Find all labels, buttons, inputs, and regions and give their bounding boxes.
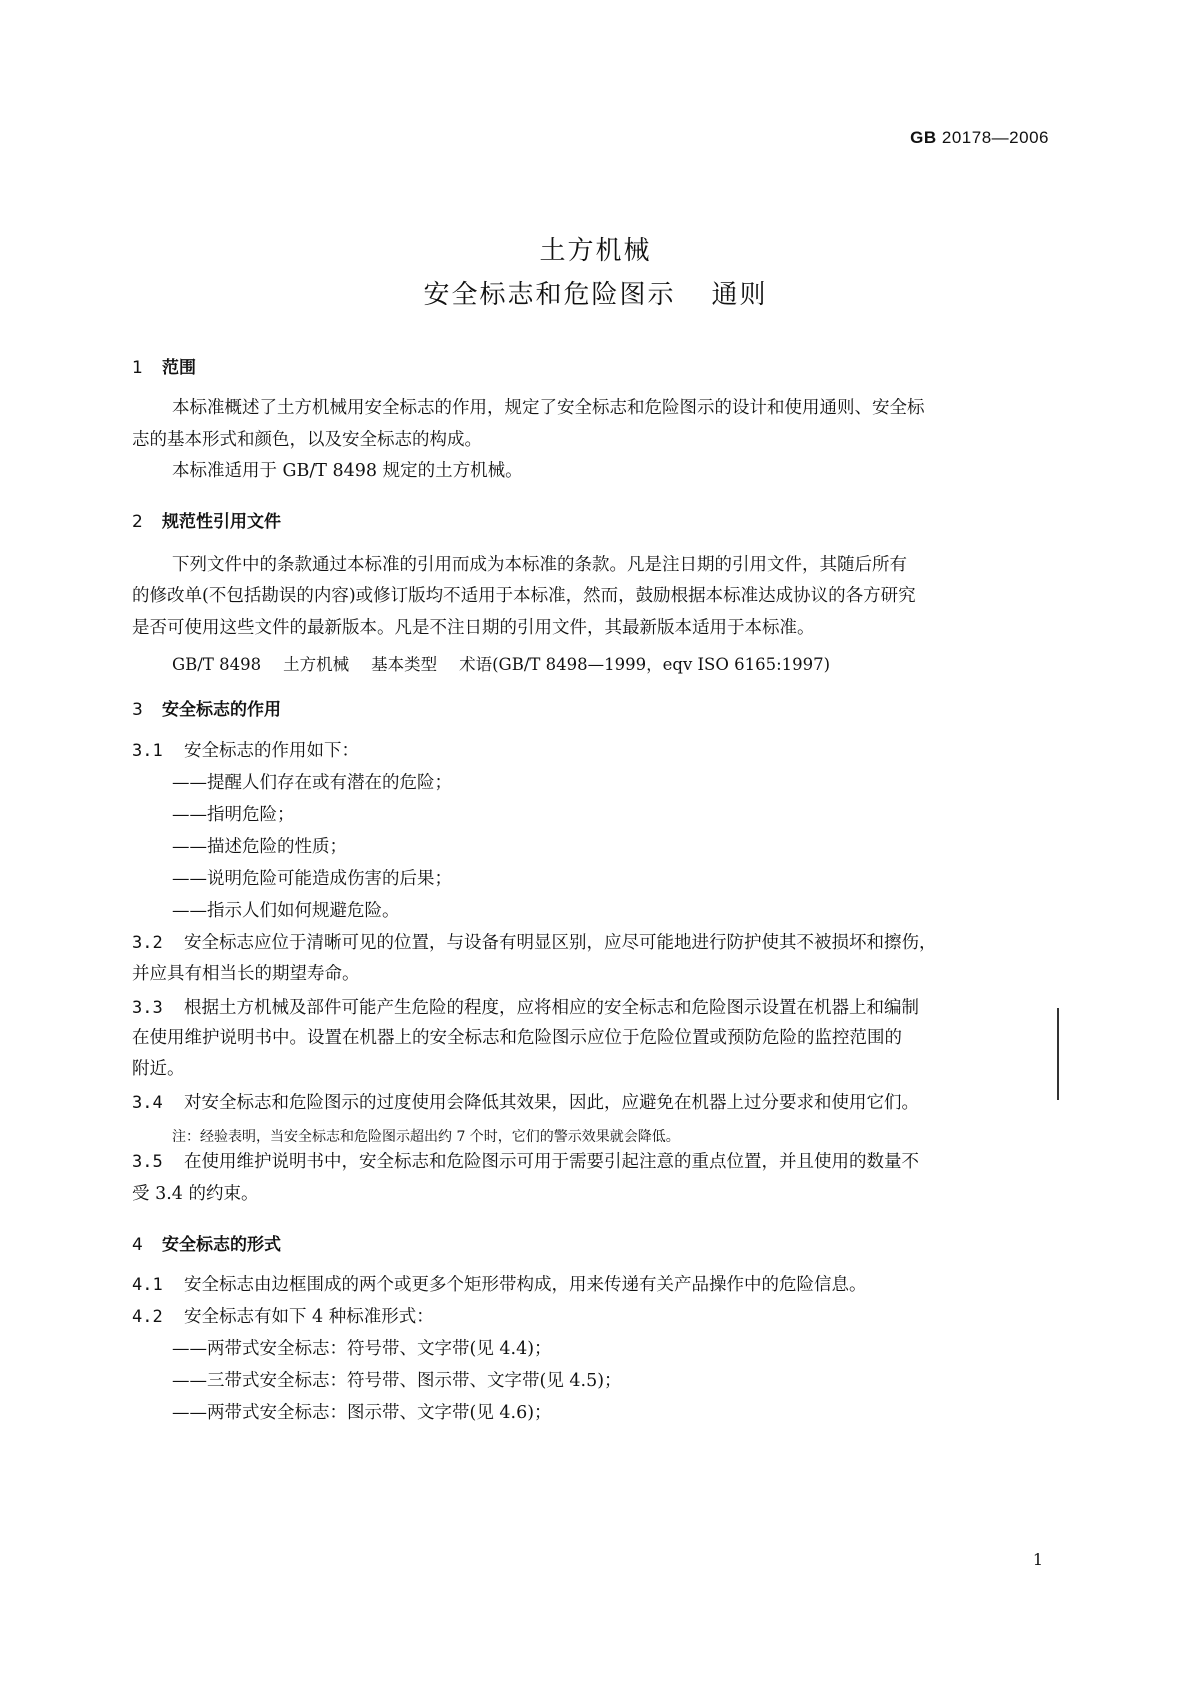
title-line-1: 土方机械 <box>539 236 652 266</box>
ref-title-2: 基本类型 <box>371 655 438 674</box>
section-4-heading <box>132 1230 281 1255</box>
section-number: 1 <box>132 358 143 378</box>
clause-number: 3.2 <box>132 933 163 953</box>
s2-para-line3: 是否可使用这些文件的最新版本。凡是不注日期的引用文件，其最新版本适用于本标准。 <box>132 618 815 638</box>
clause-text: 安全标志应位于清晰可见的位置，与设备有明显区别，应尽可能地进行防护使其不被损坏和擦伤， <box>184 933 937 953</box>
list-item: ——三带式安全标志：符号带、图示带、文字带(见 4.5)； <box>172 1371 622 1391</box>
list-item: ——说明危险可能造成伤害的后果； <box>172 869 452 889</box>
clause-text: 根据土方机械及部件可能产生危险的程度，应将相应的安全标志和危险图示设置在机器上和编制 <box>184 998 919 1018</box>
clause-text: 安全标志有如下 4 种标准形式： <box>184 1307 434 1327</box>
section-title: 安全标志的形式 <box>162 1235 281 1255</box>
section-2-heading <box>132 507 281 532</box>
s2-para-line2: 的修改单(不包括勘误的内容)或修订版均不适用于本标准，然而，鼓励根据本标准达成协议的各方研究 <box>132 586 916 606</box>
clause-text: 对安全标志和危险图示的过度使用会降低其效果，因此，应避免在机器上过分要求和使用它们。 <box>184 1093 919 1113</box>
list-item: ——指明危险； <box>172 805 295 825</box>
clause-number: 3.5 <box>132 1152 163 1172</box>
title-line-2-main: 安全标志和危险图示 <box>423 280 676 310</box>
list-item: ——两带式安全标志：符号带、文字带(见 4.4)； <box>172 1339 552 1359</box>
clause-text: 安全标志由边框围成的两个或更多个矩形带构成，用来传递有关产品操作中的危险信息。 <box>184 1275 867 1295</box>
normative-reference <box>172 651 852 675</box>
note: 注：经验表明，当安全标志和危险图示超出约 7 个时，它们的警示效果就会降低。 <box>172 1129 680 1145</box>
section-number: 2 <box>132 512 143 532</box>
standard-code <box>910 128 1049 148</box>
ref-title-1: 土方机械 <box>283 655 350 674</box>
section-title: 范围 <box>162 358 196 378</box>
clause-4-2 <box>132 1307 434 1327</box>
s1-para1-line2: 志的基本形式和颜色，以及安全标志的构成。 <box>132 430 482 450</box>
ref-code: GB/T 8498 <box>172 655 262 674</box>
clause-number: 4.2 <box>132 1307 163 1327</box>
revision-bar <box>1057 1008 1059 1100</box>
clause-number: 3.3 <box>132 998 163 1018</box>
clause-text: 在使用维护说明书中，安全标志和危险图示可用于需要引起注意的重点位置，并且使用的数量不 <box>184 1152 919 1172</box>
clause-number: 4.1 <box>132 1275 163 1295</box>
section-number: 4 <box>132 1235 143 1255</box>
section-title: 规范性引用文件 <box>162 512 281 532</box>
clause-3-5 <box>132 1152 919 1172</box>
clause-3-5-line2: 受 3.4 的约束。 <box>132 1184 259 1204</box>
clause-number: 3.4 <box>132 1093 163 1113</box>
clause-3-3-line3: 附近。 <box>132 1059 185 1079</box>
section-1-heading <box>132 353 196 378</box>
s1-para2: 本标准适用于 GB/T 8498 规定的土方机械。 <box>172 461 523 481</box>
title-line-2 <box>0 274 1191 311</box>
section-3-heading <box>132 695 281 720</box>
clause-text: 安全标志的作用如下： <box>184 741 359 761</box>
clause-3-2 <box>132 933 937 953</box>
title-line-2-tail: 通则 <box>711 280 768 310</box>
clause-3-3-line2: 在使用维护说明书中。设置在机器上的安全标志和危险图示应位于危险位置或预防危险的监控范围的 <box>132 1028 902 1048</box>
page-number: 1 <box>1032 1550 1043 1569</box>
section-title: 安全标志的作用 <box>162 700 281 720</box>
standard-code-prefix: GB <box>910 128 937 147</box>
s2-para-line1: 下列文件中的条款通过本标准的引用而成为本标准的条款。凡是注日期的引用文件，其随后所有 <box>172 555 907 575</box>
clause-number: 3.1 <box>132 741 163 761</box>
list-item: ——描述危险的性质； <box>172 837 347 857</box>
clause-4-1 <box>132 1275 867 1295</box>
clause-3-4 <box>132 1093 919 1113</box>
section-number: 3 <box>132 700 143 720</box>
ref-title-3: 术语(GB/T 8498—1999，eqv ISO 6165:1997) <box>459 655 831 674</box>
s1-para1-line1: 本标准概述了土方机械用安全标志的作用，规定了安全标志和危险图示的设计和使用通则、安全标 <box>172 398 925 418</box>
standard-code-number: 20178—2006 <box>936 128 1049 147</box>
clause-3-3 <box>132 998 919 1018</box>
clause-3-1 <box>132 741 359 761</box>
list-item: ——两带式安全标志：图示带、文字带(见 4.6)； <box>172 1403 552 1423</box>
clause-3-2-line2: 并应具有相当长的期望寿命。 <box>132 964 360 984</box>
list-item: ——提醒人们存在或有潜在的危险； <box>172 773 452 793</box>
list-item: ——指示人们如何规避危险。 <box>172 901 400 921</box>
